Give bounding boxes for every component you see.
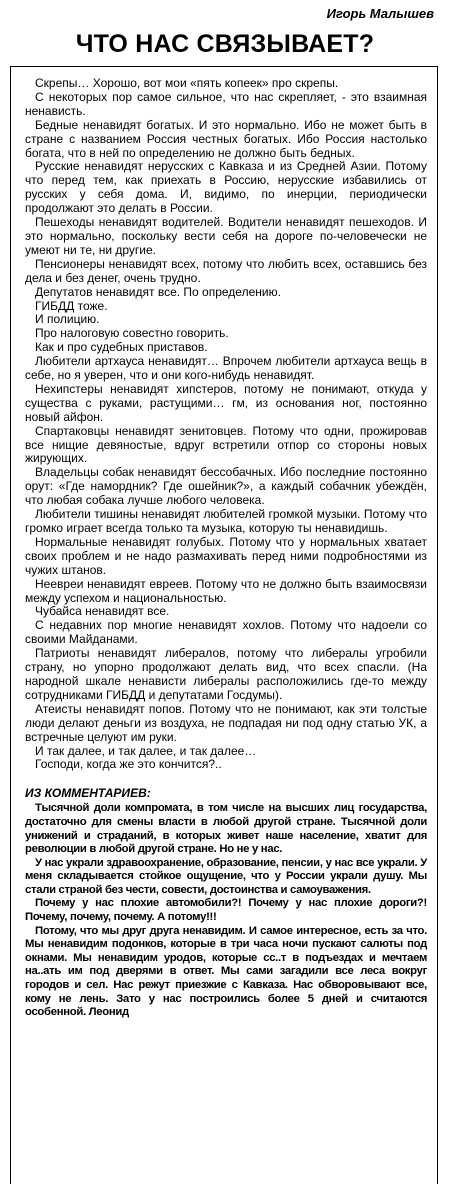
article-paragraph: Неевреи ненавидят евреев. Потому что не должно быть взаимосвязи между успехом и национальностью. bbox=[25, 576, 427, 605]
article-paragraph: Скрепы… Хорошо, вот мои «пять копеек» про скрепы. bbox=[35, 76, 339, 90]
article-title: ЧТО НАС СВЯЗЫВАЕТ? bbox=[75, 30, 375, 58]
comment-paragraph: Почему у нас плохие автомобили?! Почему у нас плохие дороги?! Почему, почему, почему. А потому!!! bbox=[25, 897, 427, 924]
article-paragraph: Бедные ненавидят богатых. И это нормально. Ибо не может быть в стране с названием Россия честных богатых. Ибо Россия настолько богата, что в ней по определению не должно быть бедных. bbox=[25, 117, 427, 160]
article-paragraph: ГИБДД тоже. bbox=[35, 298, 108, 313]
comment-paragraph: Тысячной доли компромата, в том числе на высших лиц государства, достаточно для смены власти в любой другой стране. Тысячной доли унижений и страданий, в которых живет наше население, хватит для революции в любой другой стране. Но не у нас. bbox=[25, 802, 427, 856]
comments-body bbox=[11, 802, 437, 1020]
article-paragraph: Про налоговую совестно говорить. bbox=[35, 326, 229, 341]
article-paragraph: Атеисты ненавидят попов. Потому что не понимают, как эти толстые люди делают деньги из воздуха, не подпадая ни под одну статью УК, а встречные целуют им руки. bbox=[25, 701, 427, 744]
article-paragraph: Нормальные ненавидят голубых. Потому что у нормальных хватает своих проблем и не надо размахивать перед ними подробностями из чужих штанов. bbox=[25, 534, 427, 577]
article-paragraph: И так далее, и так далее, и так далее… bbox=[35, 743, 257, 758]
article-paragraph: Господи, когда же это кончится?.. bbox=[35, 757, 222, 772]
comments-heading: ИЗ КОММЕНТАРИЕВ: bbox=[25, 786, 151, 801]
comment-paragraph: Потому, что мы друг друга ненавидим. И самое интересное, есть за что. Мы ненавидим подонков, которые в три часа ночи пускают салюты под окнами. Мы ненавидим уродов, которые сс..т в подъездах и мечтаем на..ать им под дверями в ответ. Мы сами загадили все леса вокруг городов и сел. Нас режут приезжие с Кавказа. Нас обворовывают все, кому не лень. Зато у нас построились более 5 дней и считаются особенной. Леонид bbox=[25, 924, 427, 1019]
article-paragraph: Владельцы собак ненавидят бессобачных. Ибо последние постоянно орут: «Где намордник? Где ошейник?», а каждый собачник убеждён, что любая собака лучше любого человека. bbox=[25, 465, 427, 508]
article-paragraph: Депутатов ненавидят все. По определению. bbox=[35, 284, 281, 299]
author-name: Игорь Малышев bbox=[326, 6, 434, 21]
article-paragraph: И полицию. bbox=[35, 312, 100, 327]
article-paragraph: Патриоты ненавидят либералов, потому что либералы угробили страну, но упорно продолжают делать вид, что всех спасли. (На народной шкале ненависти либералы расположились где-то между сотрудниками ГИБДД и депутатами Госдумы). bbox=[25, 646, 427, 702]
article-frame bbox=[10, 66, 438, 1184]
article-paragraph: Пенсионеры ненавидят всех, потому что любить всех, оставшись без дела и без денег, очень трудно. bbox=[25, 256, 427, 285]
comment-paragraph: У нас украли здравоохранение, образование, пенсии, у нас все украли. У меня складывается стойкое ощущение, что у России украли душу. Мы стали страной без чести, совести, достоинства и самоуважения. bbox=[25, 856, 427, 896]
article-paragraph: Спартаковцы ненавидят зенитовцев. Потому что одни, прожировав все нищие девяностые, вдруг встретили отпор со стороны новых жирующих. bbox=[25, 423, 427, 466]
article-paragraph: С недавних пор многие ненавидят хохлов. Потому что надоели со своими Майданами. bbox=[25, 618, 427, 647]
article-paragraph: Русские ненавидят нерусских с Кавказа и из Средней Азии. Потому что перед тем, как приехать в Россию, нерусские избавились от русских у себя дома. И, видимо, по инерции, периодически продолжают это делать в России. bbox=[25, 159, 427, 216]
article-paragraph: Пешеходы ненавидят водителей. Водители ненавидят пешеходов. И это нормально, поскольку вести себя на дороге по-человечески не умеют ни те, ни другие. bbox=[25, 215, 427, 257]
article-paragraph: Чубайса ненавидят все. bbox=[35, 604, 170, 619]
article-paragraph: Нехипстеры ненавидят хипстеров, потому не понимают, откуда у существа с руками, растущими… гм, из основания ног, постоянно новый айфон. bbox=[25, 381, 427, 424]
article-paragraph: С некоторых пор самое сильное, что нас скрепляет, - это взаимная ненависть. bbox=[25, 89, 427, 118]
article-body bbox=[11, 67, 437, 772]
article-paragraph: Любители артхауса ненавидят… Впрочем любители артхауса вещь в себе, но я уверен, что и они кого-нибудь ненавидят. bbox=[25, 354, 427, 383]
article-paragraph: Любители тишины ненавидят любителей громкой музыки. Потому что громко играет всегда только та музыка, которую ты ненавидишь. bbox=[25, 507, 427, 535]
article-paragraph: Как и про судебных приставов. bbox=[35, 340, 208, 355]
